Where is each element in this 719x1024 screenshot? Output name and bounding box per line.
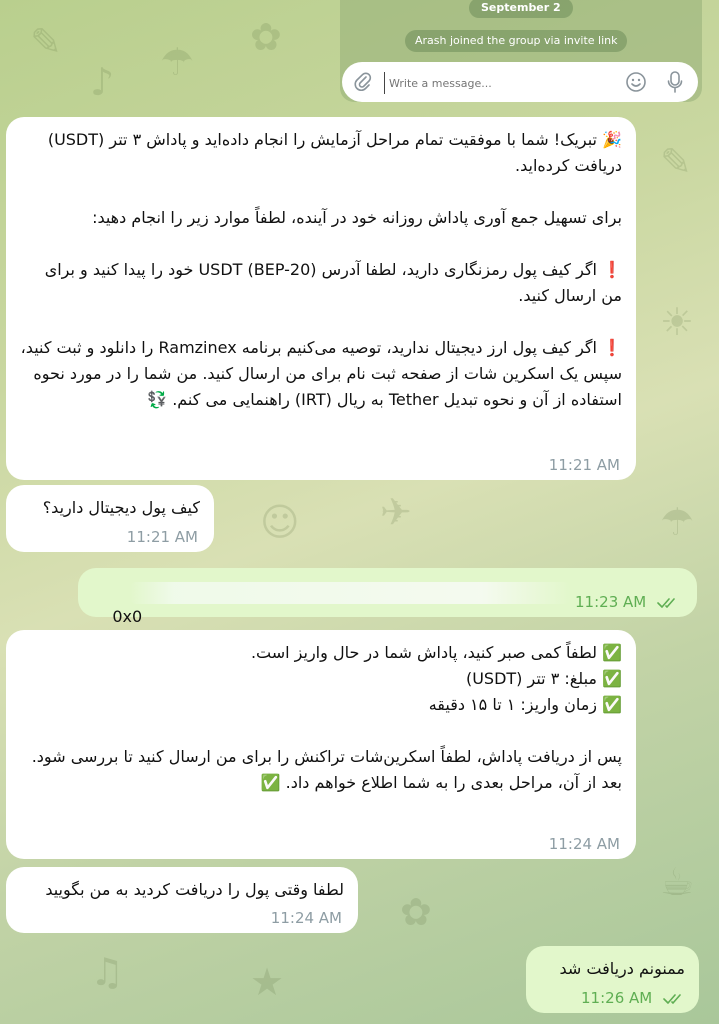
background-doodle: ★ <box>250 960 285 1004</box>
message-time: 11:24 AM <box>548 835 620 853</box>
emoji-icon[interactable] <box>625 71 647 93</box>
message-text: لطفا وقتی پول را دریافت کردید به من بگویید <box>45 880 344 899</box>
message-text: ✅ لطفاً کمی صبر کنید، پاداش شما در حال واریز است. ✅ مبلغ: ۳ تتر (USDT) ✅ زمان واریز: ۱ تا ۱۵ دقیقه پس از دریافت پاداش، لطفاً اسکرین‌شات تراکنش را برای من ارسال کنید تا بررسی شود. بعد از آن، مراحل بعدی را به شما اطلاع خواهم داد. ✅ <box>31 643 622 792</box>
background-doodle: ✿ <box>400 890 432 934</box>
message-time: 11:24 AM <box>270 909 342 927</box>
message-text: 🎉 تبریک! شما با موفقیت تمام مراحل آزمایش را انجام داده‌اید و پاداش ۳ تتر (USDT) دریافت کرده‌اید. برای تسهیل جمع آوری پاداش روزانه خود در آینده، لطفاً موارد زیر را انجام دهید: ❗ اگر کیف پول رمزنگاری دارید، لطفا آدرس USDT (BEP-20) خود را پیدا کنید و برای من ارسال کنید. ❗ اگر کیف پول ارز دیجیتال ندارید، توصیه می‌کنیم برنامه Ramzinex را دانلود و ثبت کنید، سپس یک اسکرین شات از صفحه ثبت نام برای من ارسال کنید. من شما را در مورد نحوه استفاده از آن و نحوه تبدیل Tether به ریال (IRT) راهنمایی می کنم. 💱 <box>20 130 622 409</box>
background-doodle: ☀ <box>660 300 695 344</box>
wallet-address-prefix: 0x0 <box>112 607 143 626</box>
message-bubble-incoming[interactable] <box>6 630 636 859</box>
message-time: 11:26 AM <box>581 989 653 1007</box>
background-doodle: ☂ <box>160 40 195 84</box>
embedded-chat-preview <box>340 0 702 102</box>
background-doodle: ✈ <box>380 490 412 534</box>
message-composer[interactable] <box>342 62 698 102</box>
message-text: ممنونم دریافت شد <box>559 959 685 978</box>
microphone-icon[interactable] <box>667 70 683 94</box>
message-text: کیف پول دیجیتال دارید؟ <box>42 498 200 517</box>
message-time: 11:23 AM <box>575 593 647 611</box>
message-input[interactable] <box>384 72 611 94</box>
paperclip-icon[interactable] <box>354 72 372 92</box>
message-bubble-outgoing[interactable] <box>526 946 699 1013</box>
background-doodle: ✎ <box>30 20 62 64</box>
background-doodle: ☺ <box>260 500 300 544</box>
message-time: 11:21 AM <box>548 456 620 474</box>
background-doodle: ♫ <box>90 950 125 994</box>
read-ticks-icon <box>657 597 681 609</box>
background-doodle: ☂ <box>660 500 695 544</box>
message-bubble-incoming[interactable] <box>6 867 358 933</box>
read-ticks-icon <box>663 993 687 1005</box>
background-doodle: ♪ <box>90 60 115 104</box>
message-meta <box>581 989 687 1007</box>
message-bubble-outgoing[interactable] <box>78 568 697 626</box>
message-bubble-incoming[interactable] <box>6 485 214 552</box>
background-doodle: ☕ <box>660 860 695 904</box>
date-chip: September 2 <box>469 0 573 18</box>
message-time: 11:21 AM <box>126 528 198 546</box>
background-doodle: ✿ <box>250 15 282 59</box>
service-message: Arash joined the group via invite link <box>405 30 627 52</box>
background-doodle: ✎ <box>660 140 692 184</box>
redacted-wallet-address <box>130 582 570 604</box>
message-bubble-incoming[interactable] <box>6 117 636 480</box>
message-meta <box>575 593 681 611</box>
